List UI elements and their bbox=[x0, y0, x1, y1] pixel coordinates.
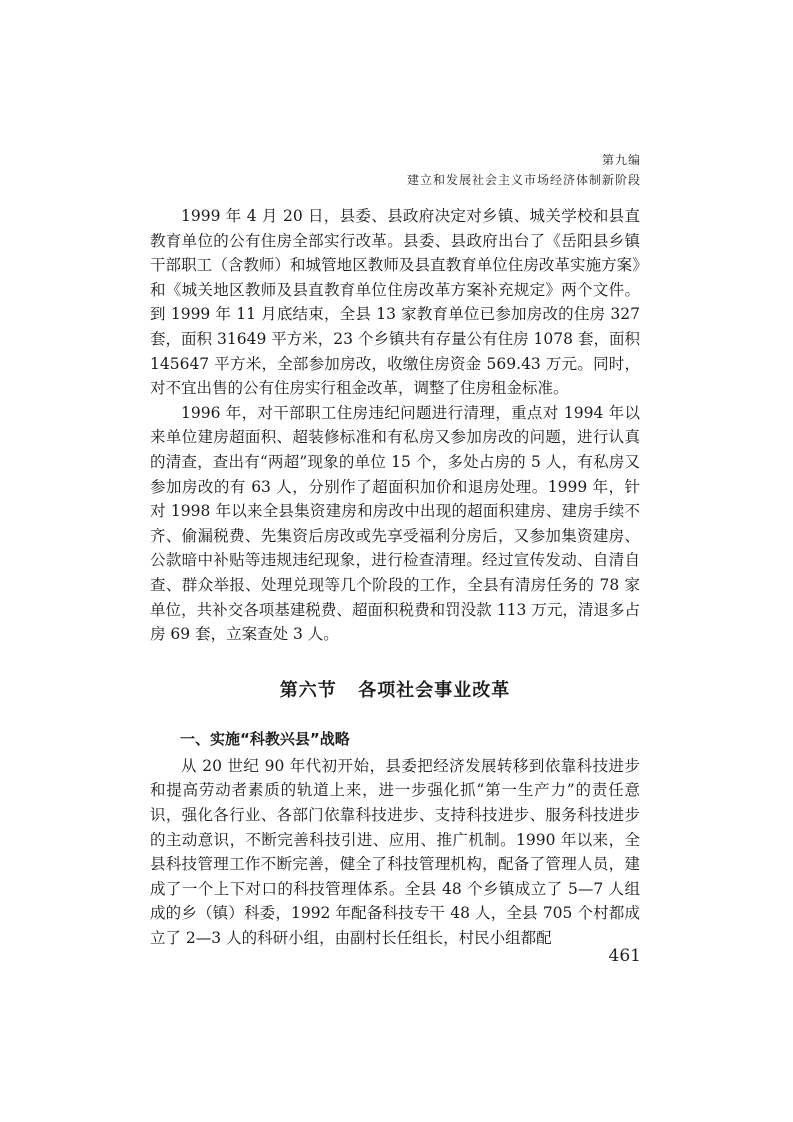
subsection-heading: 一、实施“科教兴县”战略 bbox=[180, 730, 350, 749]
section-title: 各项社会事业改革 bbox=[358, 679, 511, 701]
section-number: 第六节 bbox=[279, 679, 337, 701]
running-head bbox=[407, 150, 641, 190]
section-heading bbox=[150, 679, 640, 704]
running-head-title: 建立和发展社会主义市场经济体制新阶段 bbox=[406, 173, 641, 187]
page-number: 461 bbox=[608, 946, 641, 966]
subsection-paragraph-1: 从 20 世纪 90 年代初开始，县委把经济发展转移到依靠科技进步和提高劳动者素质的轨道上来，进一步强化抓“第一生产力”的责任意识，强化各行业、各部门依靠科技进步、支持科技进步、服务科技进步的主动意识，不断完善科技引进、应用、推广机制。1990 年以来，全县科技管理工作不断完善，健全了科技管理机构，配备了管理人员，建成了一个上下对口的科技管理体系。全县 48 个乡镇成立了 5—7 人组成的乡（镇）科委，1992 年配备科技专干 48 人，全县 705 个村都成立了 2—3 人的科研小组，由副村长任组长，村民小组都配 bbox=[150, 756, 640, 948]
running-head-part: 第九编 bbox=[601, 153, 641, 167]
body-paragraph-1: 1999 年 4 月 20 日，县委、县政府决定对乡镇、城关学校和县直教育单位的公有住房全部实行改革。县委、县政府出台了《岳阳县乡镇干部职工（含教师）和城管地区教师及县直教育单位住房改革实施方案》和《城关地区教师及县直教育单位住房改革方案补充规定》两个文件。到 1999 年 11 月底结束，全县 13 家教育单位已参加房改的住房 327 套，面积 31649 平方米，23 个乡镇共有存量公有住房 1078 套，面积 145647 平方米，全部参加房改，收缴住房资金 569.43 万元。同时，对不宜出售的公有住房实行租金改革，调整了住房租金标准。 bbox=[150, 207, 640, 398]
body-paragraph-2: 1996 年，对干部职工住房违纪问题进行清理，重点对 1994 年以来单位建房超面积、超装修标准和有私房又参加房改的问题，进行认真的清查，查出有“两超”现象的单位 15 个，多处占房的 5 人，有私房又参加房改的有 63 人，分别作了超面积加价和退房处理。1999 年，针对 1998 年以来全县集资建房和房改中出现的超面积建房、建房手续不齐、偷漏税费、先集资后房改或先享受福利分房后，又参加集资建房、公款暗中补贴等违规违纪现象，进行检查清理。经过宣传发动、自清自查、群众举报、处理兑现等几个阶段的工作，全县有清房任务的 78 家单位，共补交各项基建税费、超面积税费和罚没款 113 万元，清退多占房 69 套，立案查处 3 人。 bbox=[150, 403, 640, 644]
page-body bbox=[150, 204, 640, 951]
